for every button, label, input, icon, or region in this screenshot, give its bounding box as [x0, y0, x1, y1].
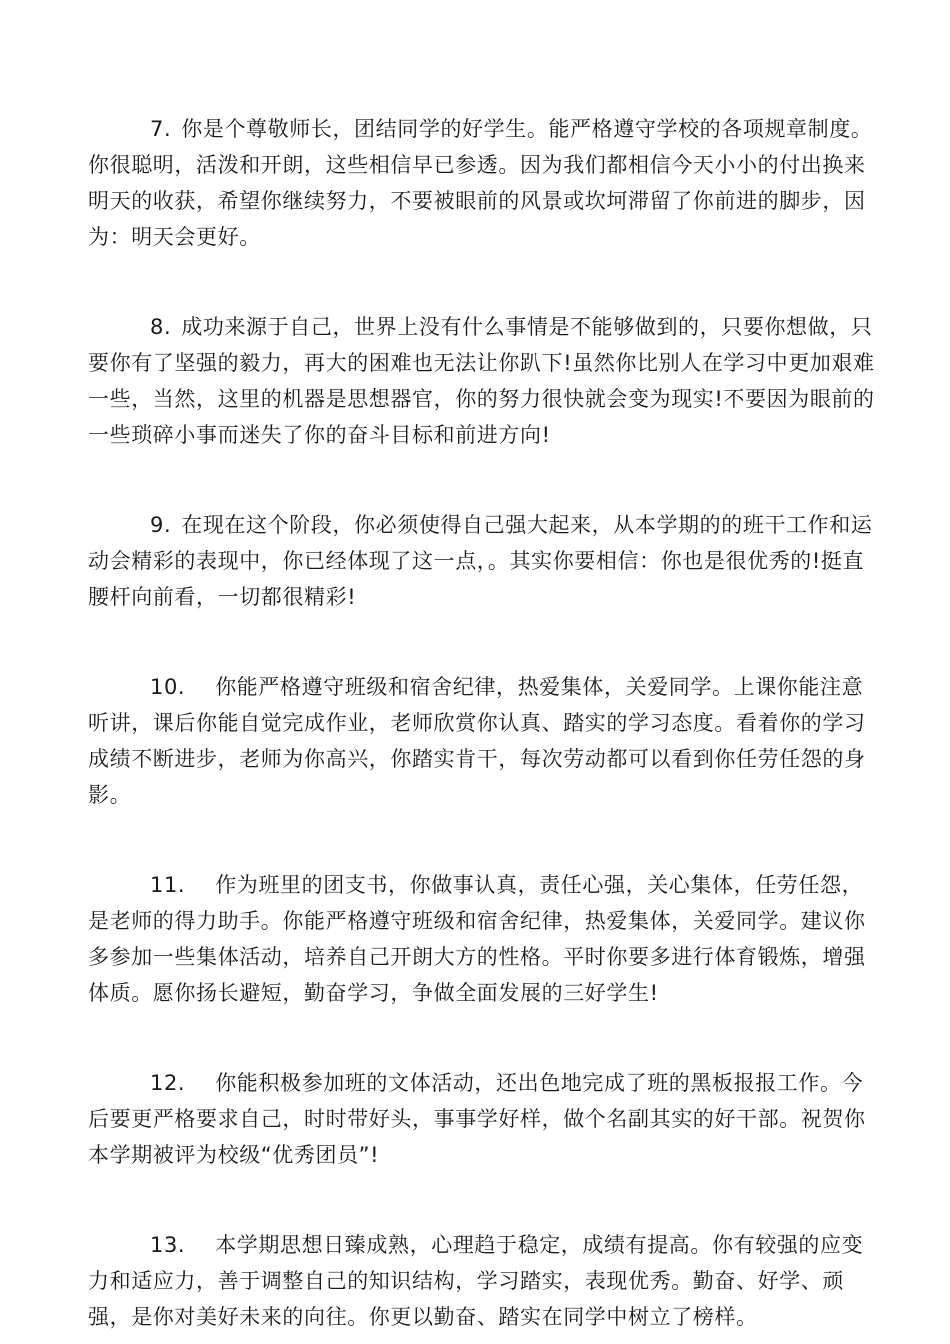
paragraph-10 [88, 669, 878, 813]
paragraph-text: 作为班里的团支书，你做事认真，责任心强，关心集体，任劳任怨，是老师的得力助手。你能严格遵守班级和宿舍纪律，热爱集体，关爱同学。建议你多参加一些集体活动，培养自己开朗大方的性格。平时你要多进行体育锻炼，增强体质。愿你扬长避短，勤奋学习，争做全面发展的三好学生! [88, 873, 866, 1005]
paragraph-number: 7. [150, 117, 172, 141]
paragraph-text: 在现在这个阶段，你必须使得自己强大起来，从本学期的的班干工作和运动会精彩的表现中，你已经体现了这一点，。其实你要相信：你也是很优秀的!挺直腰杆向前看，一切都很精彩! [88, 513, 873, 609]
paragraph-12 [88, 1065, 878, 1173]
paragraph-number: 12. [150, 1071, 186, 1095]
paragraph-text: 成功来源于自己，世界上没有什么事情是不能够做到的，只要你想做，只要你有了坚强的毅力，再大的困难也无法让你趴下!虽然你比别人在学习中更加艰难一些，当然，这里的机器是思想器官，你的努力很快就会变为现实!不要因为眼前的一些琐碎小事而迷失了你的奋斗目标和前进方向! [88, 315, 875, 447]
paragraph-number: 10. [150, 675, 186, 699]
paragraph-text: 本学期思想日臻成熟，心理趋于稳定，成绩有提高。你有较强的应变力和适应力，善于调整自己的知识结构，学习踏实，表现优秀。勤奋、好学、顽强，是你对美好未来的向往。你更以勤奋、踏实在同学中树立了榜样。 [88, 1233, 864, 1329]
paragraph-text: 你是个尊敬师长，团结同学的好学生。能严格遵守学校的各项规章制度。你很聪明，活泼和开朗，这些相信早已参透。因为我们都相信今天小小的付出换来明天的收获，希望你继续努力，不要被眼前的风景或坎坷滞留了你前进的脚步，因为：明天会更好。 [88, 117, 873, 249]
paragraph-text: 你能严格遵守班级和宿舍纪律，热爱集体，关爱同学。上课你能注意听讲，课后你能自觉完成作业，老师欣赏你认真、踏实的学习态度。看着你的学习成绩不断进步，老师为你高兴，你踏实肯干，每次劳动都可以看到你任劳任怨的身影。 [88, 675, 866, 807]
paragraph-13 [88, 1227, 878, 1335]
paragraph-number: 8. [150, 315, 172, 339]
paragraph-9 [88, 507, 878, 615]
paragraph-8 [88, 309, 878, 453]
paragraph-number: 13. [150, 1233, 186, 1257]
paragraph-text: 你能积极参加班的文体活动，还出色地完成了班的黑板报报工作。今后要更严格要求自己，时时带好头，事事学好样，做个名副其实的好干部。祝贺你本学期被评为校级“优秀团员”! [88, 1071, 866, 1167]
paragraph-number: 9. [150, 513, 172, 537]
paragraph-7 [88, 111, 878, 255]
document-body [88, 111, 878, 1335]
paragraph-number: 11. [150, 873, 186, 897]
paragraph-11 [88, 867, 878, 1011]
